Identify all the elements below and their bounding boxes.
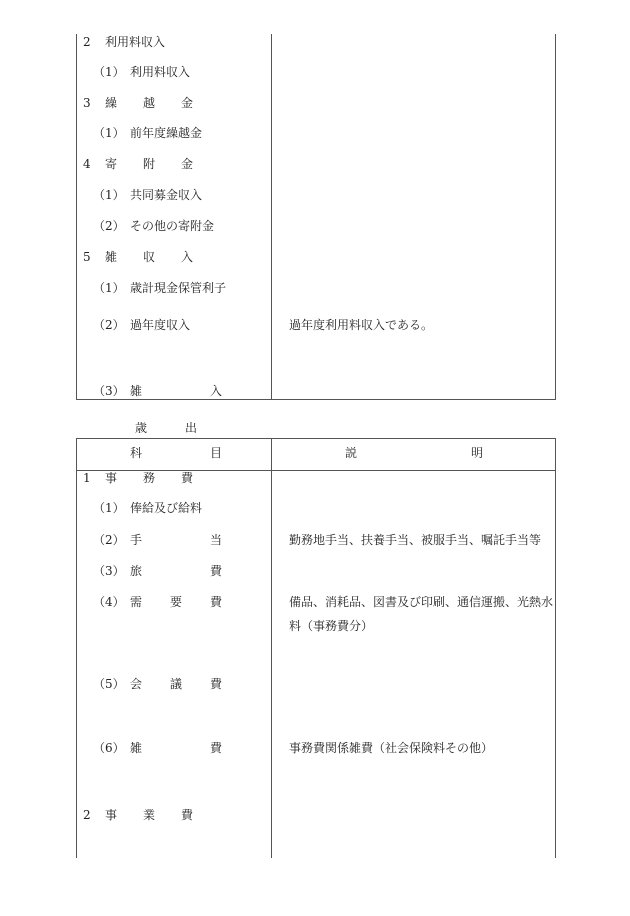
table1-right-border xyxy=(555,34,556,400)
item-number: 3 xyxy=(83,96,91,110)
item-label: 共同募金収入 xyxy=(130,188,203,202)
header-item: 科目 xyxy=(130,446,291,460)
item-number: （1） xyxy=(93,281,125,295)
item-number: 1 xyxy=(83,471,91,485)
item-number: （2） xyxy=(93,318,125,332)
item-number: （3） xyxy=(93,564,125,578)
item-label: 事業費 xyxy=(105,808,220,822)
item-number: （6） xyxy=(93,741,125,755)
item-explanation: 勤務地手当、扶養手当、被服手当、嘱託手当等 xyxy=(289,533,542,547)
item-label: 手当 xyxy=(130,533,291,547)
item-number: （1） xyxy=(93,501,125,515)
item-label: 過年度収入 xyxy=(130,318,191,332)
item-label: 需要費 xyxy=(130,595,251,609)
item-label: その他の寄附金 xyxy=(130,219,215,233)
item-number: （5） xyxy=(93,677,125,691)
item-label: 利用料収入 xyxy=(130,65,191,79)
table1-middle-border xyxy=(271,34,272,400)
item-explanation: 備品、消耗品、図書及び印刷、通信運搬、光熱水 xyxy=(289,595,554,609)
table2-left-border xyxy=(76,438,77,858)
item-explanation: 事務費関係雑費（社会保険料その他） xyxy=(289,741,494,755)
item-number: 2 xyxy=(83,35,91,49)
item-explanation-continued: 料（事務費分） xyxy=(289,619,374,633)
table2-top-border xyxy=(76,438,556,439)
item-number: 4 xyxy=(83,157,91,171)
item-label: 歳計現金保管利子 xyxy=(130,281,227,295)
item-number: （1） xyxy=(93,65,125,79)
item-number: （1） xyxy=(93,126,125,140)
item-number: （3） xyxy=(93,384,125,398)
item-label: 寄附金 xyxy=(105,157,220,171)
item-label: 前年度繰越金 xyxy=(130,126,203,140)
item-number: （4） xyxy=(93,595,125,609)
item-number: （2） xyxy=(93,219,125,233)
item-label: 雑収入 xyxy=(105,250,220,264)
item-explanation: 過年度利用料収入である。 xyxy=(289,318,434,332)
item-label: 雑費 xyxy=(130,741,291,755)
table2-right-border xyxy=(555,438,556,858)
table2-middle-border xyxy=(271,438,272,858)
table1-bottom-border xyxy=(76,399,556,400)
item-label: 雑入 xyxy=(130,384,291,398)
item-number: （1） xyxy=(93,188,125,202)
item-label: 利用料収入 xyxy=(105,35,166,49)
item-label: 会議費 xyxy=(130,677,251,691)
item-label: 俸給及び給料 xyxy=(130,501,203,515)
item-number: （2） xyxy=(93,533,125,547)
expenditure-title: 歳出 xyxy=(135,421,236,435)
item-number: 5 xyxy=(83,250,91,264)
header-explanation: 説明 xyxy=(345,446,598,460)
item-number: 2 xyxy=(83,808,91,822)
item-label: 事務費 xyxy=(105,471,220,485)
item-label: 繰越金 xyxy=(105,96,220,110)
table1-left-border xyxy=(76,34,77,400)
item-label: 旅費 xyxy=(130,564,291,578)
